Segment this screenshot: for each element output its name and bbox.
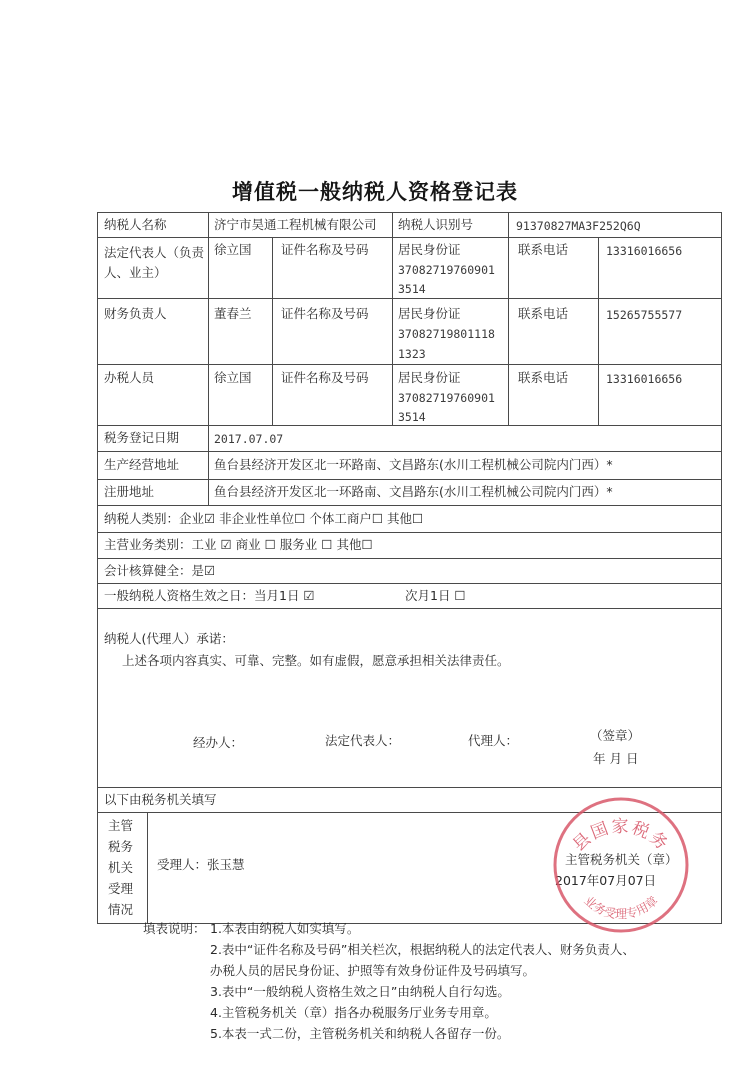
authority-section-heading: 以下由税务机关填写: [104, 792, 217, 807]
finance-head-cert-no-1: 37082719801118: [398, 327, 495, 341]
legal-rep-phone-label: 联系电话: [518, 242, 569, 257]
commitment-text: 上述各项内容真实、可靠、完整。如有虚假，愿意承担相关法律责任。: [122, 653, 510, 668]
taxpayer-name-value: 济宁市昊通工程机械有限公司: [214, 217, 377, 232]
tax-bureau-seal-stamp: [548, 792, 694, 938]
authority-side-label-4: 受理: [108, 881, 134, 896]
production-address-label: 生产经营地址: [104, 457, 180, 472]
tax-officer-cert-type: 居民身份证: [398, 370, 461, 385]
commitment-date: 年 月 日: [593, 751, 639, 766]
legal-rep-cert-no-1: 37082719760901: [398, 263, 495, 277]
tax-officer-cert-no-2: 3514: [398, 410, 426, 424]
tax-officer-label: 办税人员: [104, 370, 155, 385]
reg-date-value: 2017.07.07: [214, 432, 284, 446]
tax-officer-cert-no-1: 37082719760901: [398, 391, 495, 405]
finance-head-phone: 15265755577: [606, 308, 683, 322]
registered-address-label: 注册地址: [104, 484, 155, 499]
legal-rep-cert-type: 居民身份证: [398, 242, 461, 257]
tax-officer-phone-label: 联系电话: [518, 370, 569, 385]
commitment-heading: 纳税人(代理人）承诺：: [104, 631, 234, 646]
finance-head-cert-type: 居民身份证: [398, 306, 461, 321]
effective-date-next-month: 次月1日 ☐: [405, 588, 466, 603]
authority-side-label-2: 税务: [108, 839, 134, 854]
legal-rep-label: 法定代表人（负责人、业主）: [104, 245, 205, 280]
registered-address-value: 鱼台县经济开发区北一环路南、文昌路东(水川工程机械公司院内门西）*: [214, 484, 613, 499]
seal-sign-label: （签章）: [590, 728, 641, 743]
handler-signature-label: 经办人：: [193, 735, 244, 750]
note-item-2-continued: 办税人员的居民身份证、护照等有效身份证件及号码填写。: [210, 963, 536, 978]
tax-officer-name: 徐立国: [214, 370, 252, 385]
svg-text:业务受理专用章: [581, 893, 660, 922]
legal-rep-cert-label: 证件名称及号码: [281, 242, 369, 257]
legal-rep-phone: 13316016656: [606, 244, 683, 258]
finance-head-label: 财务负责人: [104, 306, 167, 321]
taxpayer-id-value: 91370827MA3F252Q6Q: [516, 219, 641, 233]
seal-top-text: 县国家税务: [569, 817, 673, 856]
notes-heading: 填表说明：: [143, 921, 206, 936]
authority-seal-label: 主管税务机关（章）: [565, 852, 678, 867]
tax-officer-cert-label: 证件名称及号码: [281, 370, 369, 385]
note-item-4: 4.主管税务机关（章）指各办税服务厅业务专用章。: [210, 1005, 497, 1020]
seal-bottom-text: 业务受理专用章: [581, 893, 661, 922]
taxpayer-name-label: 纳税人名称: [104, 217, 167, 232]
agent-signature-label: 代理人：: [468, 733, 519, 748]
finance-head-name: 董春兰: [214, 306, 252, 321]
finance-head-cert-label: 证件名称及号码: [281, 306, 369, 321]
note-item-3: 3.表中“一般纳税人资格生效之日”由纳税人自行勾选。: [210, 984, 510, 999]
taxpayer-id-label: 纳税人识别号: [398, 217, 474, 232]
finance-head-cert-no-2: 1323: [398, 347, 426, 361]
finance-head-phone-label: 联系电话: [518, 306, 569, 321]
main-business-row: 主营业务类别：工业 ☑ 商业 ☐ 服务业 ☐ 其他☐: [104, 537, 373, 552]
authority-date: 2017年07月07日: [555, 873, 657, 888]
authority-side-label-1: 主管: [108, 818, 134, 833]
svg-text:县国家税务: [569, 817, 673, 855]
note-item-5: 5.本表一式二份，主管税务机关和纳税人各留存一份。: [210, 1026, 510, 1041]
note-item-1: 1.本表由纳税人如实填写。: [210, 921, 360, 936]
tax-officer-phone: 13316016656: [606, 372, 683, 386]
legal-rep-signature-label: 法定代表人：: [325, 733, 401, 748]
page-title: 增值税一般纳税人资格登记表: [232, 180, 518, 204]
taxpayer-category-row: 纳税人类别：企业☑ 非企业性单位☐ 个体工商户☐ 其他☐: [104, 511, 424, 526]
authority-side-label-5: 情况: [108, 902, 134, 917]
production-address-value: 鱼台县经济开发区北一环路南、文昌路东(水川工程机械公司院内门西）*: [214, 457, 613, 472]
effective-date-current-month: 一般纳税人资格生效之日：当月1日 ☑: [104, 588, 315, 603]
authority-side-label-3: 机关: [108, 860, 134, 875]
note-item-2: 2.表中“证件名称及号码”相关栏次，根据纳税人的法定代表人、财务负责人、: [210, 942, 635, 957]
legal-rep-name: 徐立国: [214, 242, 252, 257]
receiver-label: 受理人：张玉慧: [157, 857, 245, 872]
reg-date-label: 税务登记日期: [104, 430, 180, 445]
accounting-row: 会计核算健全：是☑: [104, 563, 216, 578]
legal-rep-cert-no-2: 3514: [398, 282, 426, 296]
